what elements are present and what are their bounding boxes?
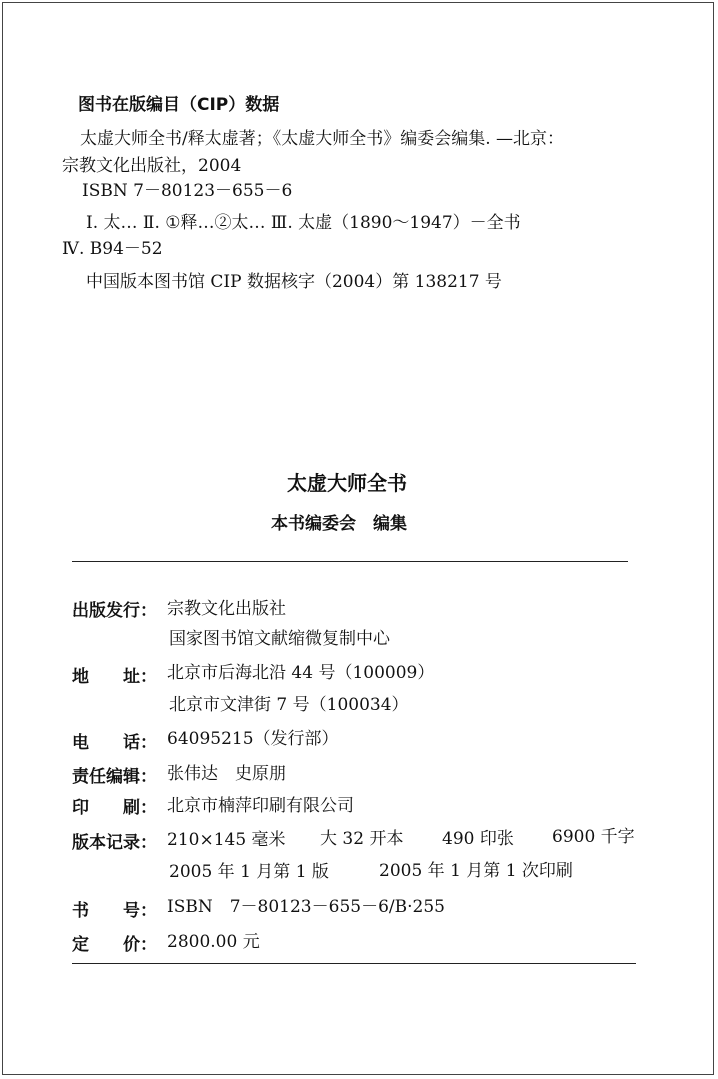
- sheets-value: 490 印张: [442, 829, 514, 849]
- format-value: 大 32 开本: [320, 829, 404, 849]
- edition-label: 版本记录：: [72, 833, 157, 853]
- cip-heading: 图书在版编目（CIP）数据: [78, 95, 280, 115]
- cip-line-subjects: Ⅰ. 太… Ⅱ. ①释…②太… Ⅲ. 太虚（1890～1947）－全书: [86, 213, 521, 233]
- publisher-value-1: 宗教文化出版社: [167, 599, 286, 619]
- cip-line-publisher: 宗教文化出版社，2004: [62, 156, 242, 176]
- address-value-2: 北京市文津街 7 号（100034）: [169, 695, 409, 715]
- address-value-1: 北京市后海北沿 44 号（100009）: [167, 663, 435, 683]
- price-value: 2800.00 元: [167, 932, 260, 952]
- cip-line-title: 太虚大师全书/释太虚著；《太虚大师全书》编委会编集. —北京：: [80, 129, 565, 149]
- edition-value: 2005 年 1 月第 1 版: [169, 862, 329, 882]
- publisher-value-2: 国家图书馆文献缩微复制中心: [169, 629, 390, 649]
- divider-bottom: [72, 963, 636, 964]
- phone-value: 64095215（发行部）: [167, 729, 339, 749]
- printer-value: 北京市楠萍印刷有限公司: [167, 796, 354, 816]
- cip-line-isbn: ISBN 7－80123－655－6: [82, 181, 293, 201]
- book-editor: 本书编委会 编集: [271, 514, 407, 534]
- words-value: 6900 千字: [552, 827, 635, 847]
- publisher-label: 出版发行：: [72, 601, 157, 621]
- book-title: 太虚大师全书: [287, 471, 407, 495]
- isbn-value: ISBN 7－80123－655－6/B·255: [167, 897, 445, 917]
- address-label: 地 址：: [72, 667, 157, 687]
- editor-value: 张伟达 史原朋: [167, 764, 286, 784]
- divider-top: [72, 561, 628, 562]
- price-label: 定 价：: [72, 935, 157, 955]
- printer-label: 印 刷：: [72, 798, 157, 818]
- printing-value: 2005 年 1 月第 1 次印刷: [379, 861, 573, 881]
- phone-label: 电 话：: [72, 733, 157, 753]
- cip-line-classification: Ⅳ. B94－52: [62, 239, 163, 259]
- size-value: 210×145 毫米: [167, 830, 286, 850]
- isbn-label: 书 号：: [72, 901, 157, 921]
- cip-line-verification: 中国版本图书馆 CIP 数据核字（2004）第 138217 号: [86, 272, 502, 292]
- editor-label: 责任编辑：: [72, 767, 157, 787]
